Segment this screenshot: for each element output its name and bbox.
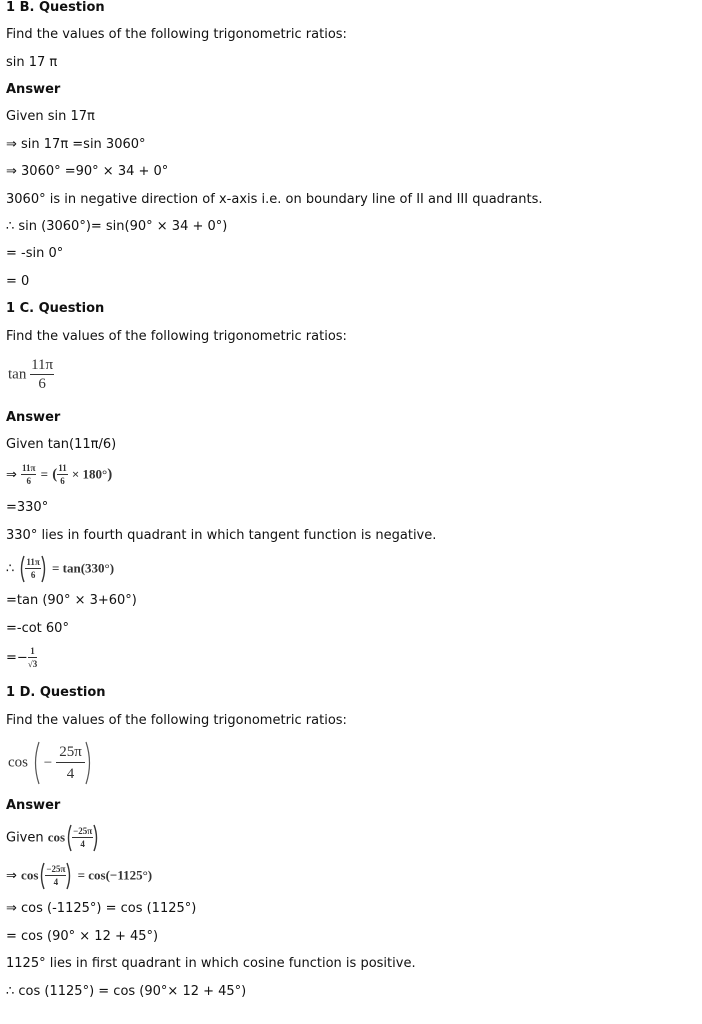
q1d-step1-rhs: = cos(−1125°)	[77, 867, 153, 883]
q1b-heading: 1 B. Question	[6, 0, 105, 15]
q1d-expr-fraction	[56, 745, 85, 782]
q1b-answer-label: Answer	[6, 82, 61, 97]
numerator: −25π	[46, 864, 66, 874]
q1c-step2-fraction	[25, 558, 40, 580]
left-paren-icon	[38, 862, 45, 890]
implies-arrow: ⇒	[6, 868, 17, 884]
q1c-given: Given tan(11π/6)	[6, 437, 117, 452]
q1d-expr-denominator: 4	[66, 765, 75, 782]
q1c-step4: =-cot 60°	[6, 621, 69, 636]
numerator: 11π	[22, 463, 36, 473]
equals-sign: =	[40, 466, 49, 482]
denominator: √3	[27, 659, 38, 669]
denominator: 4	[53, 877, 59, 887]
q1b-step: = 0	[6, 274, 30, 289]
q1c-prompt: Find the values of the following trigonometric ratios:	[6, 329, 347, 344]
implies-arrow: ⇒	[6, 467, 17, 483]
q1d-heading: 1 D. Question	[6, 685, 106, 700]
q1b-step: ∴ sin (3060°)= sin(90° × 34 + 0°)	[6, 219, 228, 234]
q1b-step: Given sin 17π	[6, 109, 95, 124]
q1d-given-fn: cos	[47, 829, 66, 845]
q1d-step1-fraction	[45, 865, 66, 887]
numerator: 1	[28, 647, 37, 658]
right-paren: )	[107, 466, 113, 483]
q1b-step: = -sin 0°	[6, 246, 64, 261]
q1c-expression	[8, 358, 54, 392]
q1d-step: ⇒ cos (-1125°) = cos (1125°)	[6, 901, 197, 916]
q1c-quadrant-note: 330° lies in fourth quadrant in which tangent function is negative.	[6, 528, 437, 543]
denominator: 6	[60, 476, 65, 486]
numerator: −25π	[73, 826, 93, 836]
q1c-step1	[6, 464, 112, 486]
q1b-step: 3060° is in negative direction of x-axis i.e. on boundary line of II and III quadrants.	[6, 192, 543, 207]
q1c-expr-fraction	[30, 358, 54, 392]
therefore-symbol: ∴	[6, 561, 15, 577]
q1d-step1	[6, 862, 152, 890]
q1c-step2	[6, 555, 114, 583]
denominator: 6	[30, 570, 36, 580]
q1d-given	[6, 824, 100, 852]
q1d-step: 1125° lies in first quadrant in which cosine function is positive.	[6, 956, 416, 971]
q1c-expr-fn: tan	[8, 366, 27, 383]
left-paren-icon	[18, 555, 25, 583]
q1b-step: ⇒ 3060° =90° × 34 + 0°	[6, 164, 169, 179]
left-paren-icon	[65, 824, 72, 852]
left-paren-icon	[32, 741, 40, 785]
q1d-expr-numerator: 25π	[56, 745, 85, 763]
q1d-given-text: Given	[6, 830, 44, 846]
q1b-prompt: Find the values of the following trigonometric ratios:	[6, 27, 347, 42]
q1c-step1-fraction	[21, 464, 36, 486]
numerator: 11π	[26, 557, 40, 567]
q1d-step1-fn: cos	[21, 867, 39, 883]
q1b-step: ⇒ sin 17π =sin 3060°	[6, 137, 146, 152]
q1d-expr-sign: −	[43, 754, 53, 771]
q1d-step: = cos (90° × 12 + 45°)	[6, 929, 159, 944]
denominator: 6	[26, 476, 32, 486]
right-paren-icon	[85, 741, 93, 785]
q1c-step1-inner-fraction	[57, 464, 68, 486]
q1c-heading: 1 C. Question	[6, 301, 105, 316]
q1c-final	[6, 647, 37, 669]
q1c-step2-rhs: = tan(330°)	[52, 560, 115, 576]
q1b-expression: sin 17 π	[6, 55, 58, 70]
q1c-eq330: =330°	[6, 500, 49, 515]
q1c-answer-label: Answer	[6, 410, 61, 425]
q1c-expr-denominator: 6	[38, 376, 46, 392]
denominator: 4	[80, 839, 85, 849]
q1d-given-fraction	[72, 827, 93, 849]
numerator: 11	[58, 463, 67, 473]
q1c-step3: =tan (90° × 3+60°)	[6, 593, 137, 608]
q1d-step: ∴ cos (1125°) = cos (90°× 12 + 45°)	[6, 984, 247, 999]
q1d-prompt: Find the values of the following trigonometric ratios:	[6, 713, 347, 728]
right-paren-icon	[66, 862, 73, 890]
right-paren-icon	[41, 555, 48, 583]
q1d-answer-label: Answer	[6, 798, 61, 813]
q1d-expr-fn: cos	[8, 754, 28, 771]
q1c-step1-tail: × 180°	[71, 466, 108, 482]
q1c-expr-numerator: 11π	[31, 357, 54, 373]
q1d-expression	[8, 741, 93, 785]
right-paren-icon	[93, 824, 100, 852]
q1c-final-prefix: =−	[6, 650, 28, 666]
left-paren: (	[52, 466, 58, 483]
q1c-final-fraction	[28, 647, 37, 669]
